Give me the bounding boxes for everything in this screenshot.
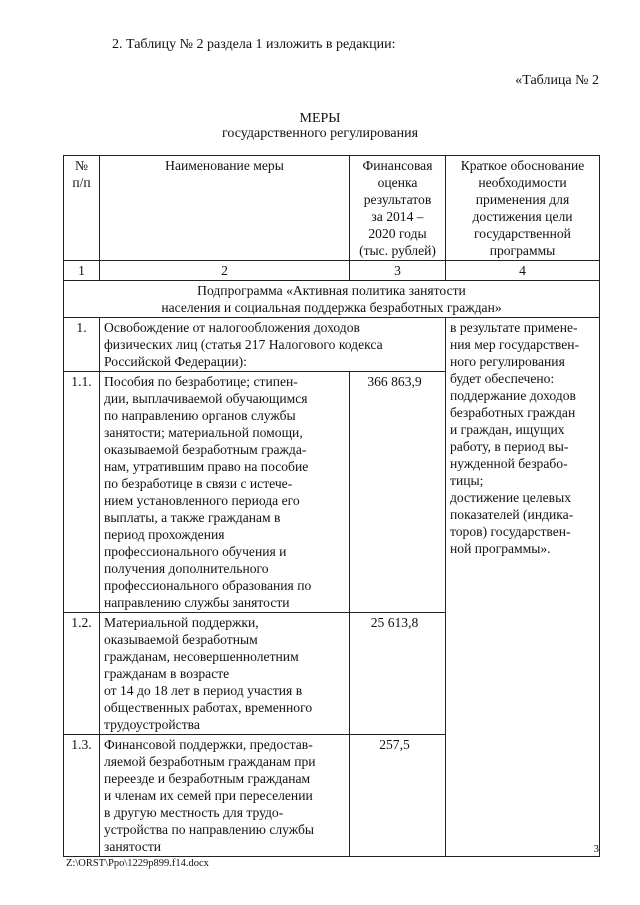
text-line: работу, в период вы- [450, 439, 569, 454]
header-finance [350, 156, 446, 261]
text-line: Освобождение от налогообложения доходов [104, 320, 360, 335]
text-line: (тыс. рублей) [359, 243, 436, 258]
text-line: общественных работах, временного [104, 700, 313, 715]
file-path: Z:\ORST\Ppo\1229p899.f14.docx [66, 858, 209, 869]
text-line: п/п [72, 175, 91, 190]
text-line: будет обеспечено: [450, 371, 555, 386]
text-line: Финансовой поддержки, предостав- [104, 737, 313, 752]
measure-name [100, 613, 350, 735]
table-row [64, 318, 600, 372]
text-line: тицы; [450, 473, 484, 488]
text-line: применения для [475, 192, 570, 207]
text-line: показателей (индика- [450, 507, 574, 522]
text-line: переезде и безработным гражданам [104, 771, 311, 786]
text-line: государственной [474, 226, 571, 241]
document-subtitle: государственного регулирования [221, 126, 419, 141]
header-num [64, 156, 100, 261]
index-cell: 4 [446, 261, 600, 281]
row-number: 1. [64, 318, 100, 372]
page-number: 3 [593, 843, 599, 855]
text-line: выплаты, а также гражданам в [104, 510, 281, 525]
index-cell: 3 [350, 261, 446, 281]
text-line: оказываемой безработным гражда- [104, 442, 307, 457]
text-line: нужденной безрабо- [450, 456, 568, 471]
finance-value: 25 613,8 [350, 613, 446, 735]
text-line: ного регулирования [450, 354, 565, 369]
text-line: Материальной поддержки, [104, 615, 259, 630]
text-line: ния мер государствен- [450, 337, 580, 352]
text-line: № [75, 158, 88, 173]
finance-value: 257,5 [350, 735, 446, 857]
header-row [64, 156, 600, 261]
text-line: оценка [377, 175, 418, 190]
row-number: 1.2. [64, 613, 100, 735]
text-line: по безработице в связи с истече- [104, 476, 293, 491]
text-line: направлению службы занятости [104, 595, 290, 610]
text-line: населения и социальная поддержка безработных граждан» [161, 300, 502, 315]
text-line: физических лиц (статья 217 Налогового кодекса [104, 337, 383, 352]
text-line: 2020 годы [368, 226, 427, 241]
text-line: Наименование меры [165, 158, 284, 173]
text-line: в другую местность для трудо- [104, 805, 284, 820]
text-line: гражданам, несовершеннолетним [104, 649, 299, 664]
subprogram-title [64, 281, 600, 318]
text-line: ной программы». [450, 541, 551, 556]
text-line: Краткое обоснование [460, 158, 585, 173]
measures-table [63, 155, 600, 857]
header-name [100, 156, 350, 261]
text-line: программы [489, 243, 556, 258]
text-line: нием установленного периода его [104, 493, 300, 508]
subprogram-row [64, 281, 600, 318]
text-line: Финансовая [362, 158, 433, 173]
text-line: достижение целевых [450, 490, 572, 505]
text-line: оказываемой безработным [104, 632, 258, 647]
header-justification [446, 156, 600, 261]
index-cell: 2 [100, 261, 350, 281]
text-line: трудоустройства [104, 717, 200, 732]
text-line: гражданам в возрасте [104, 666, 230, 681]
text-line: от 14 до 18 лет в период участия в [104, 683, 303, 698]
table-reference: «Таблица № 2 [515, 73, 599, 88]
justification-text [446, 318, 600, 857]
text-line: занятости; материальной помощи, [104, 425, 303, 440]
text-line: торов) государствен- [450, 524, 571, 539]
text-line: поддержание доходов [450, 388, 576, 403]
text-line: Подпрограмма «Активная политика занятости [197, 283, 466, 298]
text-line: достижения цели [472, 209, 573, 224]
finance-value: 366 863,9 [350, 372, 446, 613]
text-line: ляемой безработным гражданам при [104, 754, 316, 769]
text-line: необходимости [478, 175, 567, 190]
index-row [64, 261, 600, 281]
row-number: 1.3. [64, 735, 100, 857]
text-line: дии, выплачиваемой обучающимся [104, 391, 308, 406]
text-line: по направлению органов службы [104, 408, 296, 423]
text-line: занятости [104, 839, 162, 854]
text-line: и членам их семей при переселении [104, 788, 313, 803]
text-line: Российской Федерации): [104, 354, 247, 369]
text-line: устройства по направлению службы [104, 822, 315, 837]
text-line: профессионального образования по [104, 578, 312, 593]
measure-name [100, 735, 350, 857]
index-cell: 1 [64, 261, 100, 281]
text-line: за 2014 – [371, 209, 424, 224]
text-line: Пособия по безработице; стипен- [104, 374, 298, 389]
measure-name [100, 318, 446, 372]
measure-name [100, 372, 350, 613]
text-line: в результате примене- [450, 320, 578, 335]
text-line: нам, утратившим право на пособие [104, 459, 309, 474]
text-line: получения дополнительного [104, 561, 269, 576]
text-line: безработных граждан [450, 405, 576, 420]
text-line: профессионального обучения и [104, 544, 287, 559]
intro-text: 2. Таблицу № 2 раздела 1 изложить в редакции: [112, 37, 396, 52]
row-number: 1.1. [64, 372, 100, 613]
text-line: период прохождения [104, 527, 225, 542]
text-line: результатов [363, 192, 432, 207]
text-line: и граждан, ищущих [450, 422, 565, 437]
document-title: МЕРЫ [299, 111, 341, 126]
